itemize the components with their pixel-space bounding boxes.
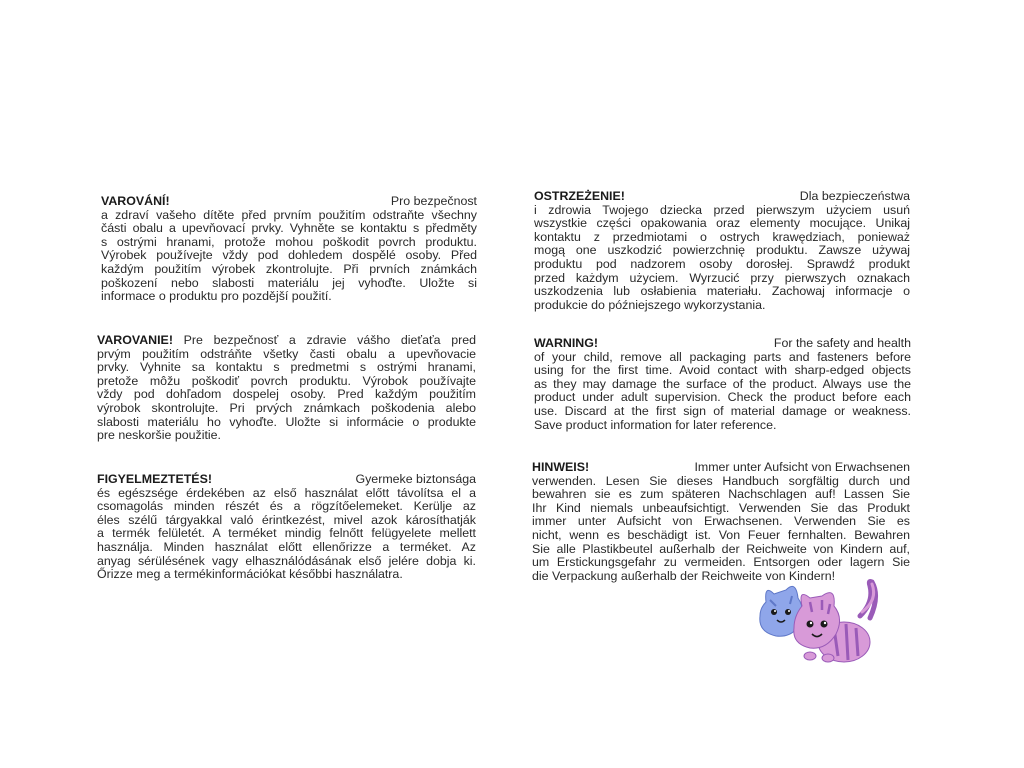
warning-line: pretože môžu poškodiť povrch produktu. Výrobok používajte bbox=[97, 373, 476, 388]
warning-line: i zdrowia Twojego dziecka przed pierwszym użyciem usuń bbox=[534, 202, 910, 217]
warning-block-pl bbox=[534, 190, 910, 312]
warning-line: výrobok skontrolujte. Pri prvých známkach poškodenia alebo bbox=[97, 400, 476, 415]
warning-line: produktu pod nadzorem osoby dorosłej. Sprawdź produkt bbox=[534, 256, 910, 271]
warning-line: kontaktu z przedmiotami o ostrych krawędziach, ponieważ bbox=[534, 229, 910, 244]
warning-line: use. Discard at the first sign of material damage or weakness. bbox=[534, 403, 911, 418]
warning-lead: For the safety and health bbox=[773, 336, 911, 350]
warning-line: Sie alle Plastikbeutel außerhalb der Reichweite von Kindern auf, bbox=[532, 541, 910, 556]
warning-line: produkcie do późniejszego wykorzystania. bbox=[534, 297, 766, 312]
warning-line: product under adult supervision. Check the product before each bbox=[534, 390, 911, 405]
warning-lead: Dla bezpieczeństwa bbox=[799, 189, 910, 203]
warning-line: um Erstickungsgefahr zu vermeiden. Entsorgen oder lagern Sie bbox=[532, 555, 910, 570]
warning-line: informace o produktu pro pozdější použití. bbox=[101, 289, 332, 304]
warning-block-hu bbox=[97, 473, 476, 582]
warning-line: části obalu a upevňovací prvky. Vyhněte se kontaktu s předměty bbox=[101, 221, 477, 236]
warning-line: Výrobek používejte vždy pod dohledem dospělé osoby. Před bbox=[101, 248, 477, 263]
warning-title: VAROVANIE! bbox=[97, 333, 173, 347]
warning-block-sk bbox=[97, 334, 476, 443]
warning-lead: Pre bezpečnosť a zdravie vášho dieťaťa pred bbox=[183, 333, 476, 347]
warning-heading-row bbox=[97, 334, 476, 348]
warning-line: každým použitím výrobek zkontrolujte. Při prvních známkách bbox=[101, 261, 477, 276]
warning-line: éles szélű tárgyakkal való érintkezést, mivel azok károsíthatják bbox=[97, 512, 476, 527]
two-cats-icon bbox=[752, 572, 882, 668]
warning-title: VAROVÁNÍ! bbox=[101, 194, 170, 208]
warning-heading-row bbox=[534, 190, 910, 204]
warning-title: FIGYELMEZTETÉS! bbox=[97, 472, 212, 486]
warning-line: mogą one uszkodzić powierzchnię produktu. Zawsze używaj bbox=[534, 243, 910, 258]
warning-line: przed każdym użyciem. Wyrzucić przy pierwszych oznakach bbox=[534, 270, 910, 285]
warning-line: wszystkie części opakowania oraz elementy mocujące. Unikaj bbox=[534, 216, 910, 231]
warning-heading-row bbox=[534, 337, 911, 351]
warning-heading-row bbox=[101, 195, 477, 209]
warning-block-de bbox=[532, 461, 910, 583]
warning-line: pre neskoršie použitie. bbox=[97, 428, 221, 443]
warning-line: csomagolás minden részét és a rögzítőelemeket. Kerülje az bbox=[97, 499, 476, 514]
warning-line: prvým použitím odstráňte všetky časti obalu a upevňovacie bbox=[97, 346, 476, 361]
warning-line: of your child, remove all packaging parts and fasteners before bbox=[534, 349, 911, 364]
warning-line: uszkodzenia lub osłabienia materiału. Zachowaj informacje o bbox=[534, 284, 910, 299]
warning-line: Ihr Kind niemals unbeaufsichtigt. Verwenden Sie das Produkt bbox=[532, 500, 910, 515]
warning-line: as they may damage the surface of the product. Always use the bbox=[534, 376, 911, 391]
warning-line: slabosti materiálu ho vyhoďte. Uložte si informácie o produkte bbox=[97, 414, 476, 429]
warning-line: verwenden. Lesen Sie dieses Handbuch sorgfältig durch und bbox=[532, 473, 910, 488]
warning-line: Save product information for later reference. bbox=[534, 417, 777, 432]
warning-line: die Verpackung außerhalb der Reichweite von Kindern! bbox=[532, 568, 836, 583]
warning-title: HINWEIS! bbox=[532, 460, 590, 474]
warning-line: bewahren sie es zum späteren Nachschlagen auf! Lassen Sie bbox=[532, 487, 910, 502]
warning-line: használja. Minden használat előtt ellenőrizze a terméket. Az bbox=[97, 539, 476, 554]
warning-line: Őrizze meg a termékinformációkat későbbi használatra. bbox=[97, 567, 403, 582]
warning-line: immer unter Aufsicht von Erwachsenen. Verwenden Sie es bbox=[532, 514, 910, 529]
warning-line: anyag sérülésének vagy elhasználódásának első jelére dobja ki. bbox=[97, 553, 476, 568]
warning-block-en bbox=[534, 337, 911, 432]
warning-line: prvky. Vyhnite sa kontaktu s predmetmi s ostrými hranami, bbox=[97, 360, 476, 375]
warning-title: WARNING! bbox=[534, 336, 599, 350]
warning-block-cz bbox=[101, 195, 477, 304]
warning-line: s ostrými hranami, protože mohou poškodit povrch produktu. bbox=[101, 234, 477, 249]
warning-line: a termék felületét. A terméket mindig felnőtt felügyelete mellett bbox=[97, 526, 476, 541]
warning-line: nicht, wenn es beschädigt ist. Von Feuer fernhalten. Bewahren bbox=[532, 527, 910, 542]
warning-line: using for the first time. Avoid contact with sharp-edged objects bbox=[534, 363, 911, 378]
warning-line: vždy pod dohľadom dospelej osoby. Pred každým použitím bbox=[97, 387, 476, 402]
warning-line: poškození nebo slabosti materiálu jej vyhoďte. Uložte si bbox=[101, 275, 477, 290]
warning-title: OSTRZEŻENIE! bbox=[534, 189, 625, 203]
pink-cat-icon bbox=[794, 582, 876, 663]
warning-line: a zdraví vašeho dítěte před prvním použitím odstraňte všechny bbox=[101, 207, 477, 222]
warning-lead: Gyermeke biztonsága bbox=[355, 472, 476, 486]
warning-heading-row bbox=[532, 461, 910, 475]
warning-heading bbox=[97, 334, 476, 348]
warning-lead: Pro bezpečnost bbox=[390, 194, 477, 208]
warning-heading-row bbox=[97, 473, 476, 487]
warning-lead: Immer unter Aufsicht von Erwachsenen bbox=[694, 460, 910, 474]
warning-line: és egészsége érdekében az első használat előtt távolítsa el a bbox=[97, 485, 476, 500]
